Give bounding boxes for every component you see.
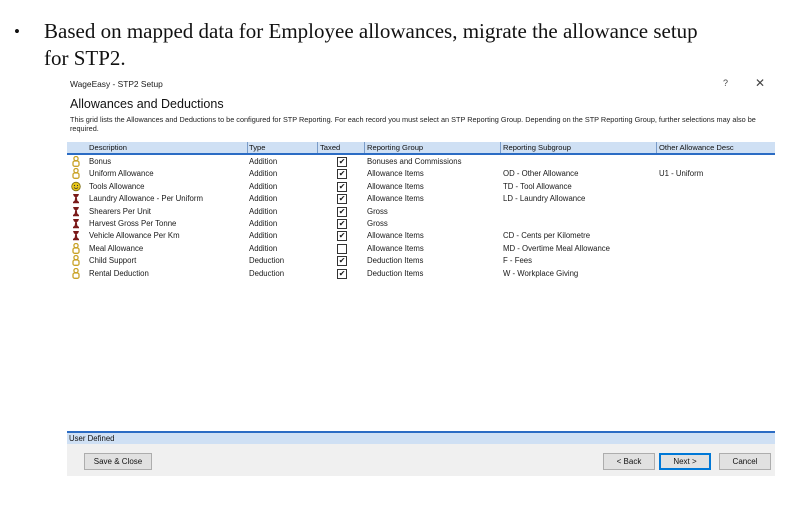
col-divider	[247, 142, 248, 153]
taxed-checkbox[interactable]: ✔	[338, 194, 346, 204]
page-description: This grid lists the Allowances and Deductions to be configured for STP Reporting. For each record you must select an STP Reporting Group. Depending on the STP Reporting Group, further selections may also be required.	[70, 115, 756, 133]
col-type[interactable]: Type	[249, 143, 266, 152]
person-icon	[71, 268, 81, 279]
col-divider	[656, 142, 657, 153]
bullet-glyph: •	[14, 22, 20, 41]
pawn-icon	[71, 230, 81, 241]
back-button[interactable]: < Back	[603, 453, 655, 470]
cell-description: Laundry Allowance - Per Uniform	[89, 194, 203, 204]
stp2-setup-dialog	[67, 74, 775, 476]
status-bar	[67, 431, 775, 444]
save-close-button[interactable]: Save & Close	[84, 453, 152, 470]
help-button[interactable]: ?	[723, 78, 729, 88]
cell-reporting-subgroup[interactable]: LD - Laundry Allowance	[503, 194, 586, 204]
table-row[interactable]	[67, 243, 775, 255]
cell-reporting-group[interactable]: Allowance Items	[367, 194, 424, 204]
table-row[interactable]	[67, 268, 775, 280]
status-text: User Defined	[69, 434, 115, 443]
cell-description: Rental Deduction	[89, 268, 149, 278]
smiley-icon	[71, 181, 81, 192]
pawn-icon	[71, 218, 81, 229]
bullet-text: Based on mapped data for Employee allowances, migrate the allowance setup for STP2.	[44, 19, 698, 70]
taxed-checkbox[interactable]: ✔	[338, 181, 346, 191]
cell-reporting-subgroup[interactable]: OD - Other Allowance	[503, 169, 579, 179]
taxed-checkbox[interactable]: ✔	[338, 231, 346, 241]
cell-type: Deduction	[249, 256, 285, 266]
document-bullet	[14, 18, 804, 72]
cancel-button[interactable]: Cancel	[719, 453, 771, 470]
col-divider	[364, 142, 365, 153]
cell-other-desc[interactable]: U1 - Uniform	[659, 169, 704, 179]
table-row[interactable]	[67, 218, 775, 230]
page-title: Allowances and Deductions	[70, 97, 224, 111]
cell-description: Vehicle Allowance Per Km	[89, 231, 180, 241]
col-description[interactable]: Description	[89, 143, 127, 152]
cell-reporting-subgroup[interactable]: MD - Overtime Meal Allowance	[503, 243, 611, 253]
cell-reporting-group[interactable]: Allowance Items	[367, 181, 424, 191]
cell-reporting-group[interactable]: Gross	[367, 219, 388, 228]
dialog-footer	[67, 444, 775, 476]
cell-type: Addition	[249, 206, 278, 216]
cell-type: Addition	[249, 169, 278, 179]
cell-reporting-group[interactable]: Gross	[367, 206, 388, 216]
cell-description: Child Support	[89, 256, 137, 266]
person-icon	[71, 243, 81, 254]
col-reporting-subgroup[interactable]: Reporting Subgroup	[503, 143, 571, 152]
cell-type: Addition	[249, 219, 278, 228]
cell-description: Tools Allowance	[89, 181, 145, 191]
close-button[interactable]: ✕	[755, 76, 766, 90]
taxed-checkbox[interactable]: ✔	[338, 219, 346, 228]
taxed-checkbox[interactable]	[337, 244, 347, 254]
cell-description: Meal Allowance	[89, 243, 144, 253]
cell-type: Addition	[249, 157, 278, 166]
pawn-icon	[71, 206, 81, 217]
table-row[interactable]	[67, 156, 775, 168]
window-title: WageEasy - STP2 Setup	[70, 79, 163, 89]
table-row[interactable]	[67, 230, 775, 242]
table-row[interactable]	[67, 181, 775, 193]
col-other-desc[interactable]: Other Allowance Desc	[659, 143, 734, 152]
cell-type: Addition	[249, 231, 278, 241]
cell-reporting-subgroup[interactable]: F - Fees	[503, 256, 533, 266]
allowances-grid	[67, 142, 775, 437]
cell-description: Harvest Gross Per Tonne	[89, 219, 177, 228]
cell-reporting-group[interactable]: Allowance Items	[367, 231, 424, 241]
next-button[interactable]: Next >	[659, 453, 711, 470]
cell-reporting-group[interactable]: Allowance Items	[367, 243, 424, 253]
grid-header	[67, 142, 775, 155]
cell-description: Shearers Per Unit	[89, 206, 151, 216]
cell-reporting-group[interactable]: Allowance Items	[367, 169, 424, 179]
cell-reporting-subgroup[interactable]: CD - Cents per Kilometre	[503, 231, 591, 241]
taxed-checkbox[interactable]: ✔	[338, 206, 346, 216]
cell-description: Uniform Allowance	[89, 169, 154, 179]
table-row[interactable]	[67, 206, 775, 218]
cell-reporting-subgroup[interactable]: TD - Tool Allowance	[503, 181, 572, 191]
cell-type: Addition	[249, 243, 278, 253]
cell-description: Bonus	[89, 157, 112, 166]
cell-reporting-group[interactable]: Deduction Items	[367, 256, 424, 266]
taxed-checkbox[interactable]: ✔	[338, 157, 346, 166]
taxed-checkbox[interactable]: ✔	[338, 169, 346, 179]
pawn-icon	[71, 193, 81, 204]
person-icon	[71, 255, 81, 266]
table-row[interactable]	[67, 255, 775, 267]
person-icon	[71, 168, 81, 179]
taxed-checkbox[interactable]: ✔	[338, 256, 346, 266]
table-row[interactable]	[67, 168, 775, 180]
col-divider	[500, 142, 501, 153]
col-reporting-group[interactable]: Reporting Group	[367, 143, 424, 152]
cell-type: Addition	[249, 194, 278, 204]
taxed-checkbox[interactable]: ✔	[338, 268, 346, 278]
table-row[interactable]	[67, 193, 775, 205]
col-taxed[interactable]: Taxed	[320, 143, 341, 152]
person-icon	[71, 156, 81, 167]
col-divider	[317, 142, 318, 153]
cell-reporting-group[interactable]: Deduction Items	[367, 268, 424, 278]
cell-type: Addition	[249, 181, 278, 191]
cell-reporting-group[interactable]: Bonuses and Commissions	[367, 157, 462, 166]
cell-reporting-subgroup[interactable]: W - Workplace Giving	[503, 268, 579, 278]
cell-type: Deduction	[249, 268, 285, 278]
title-bar	[67, 74, 775, 94]
